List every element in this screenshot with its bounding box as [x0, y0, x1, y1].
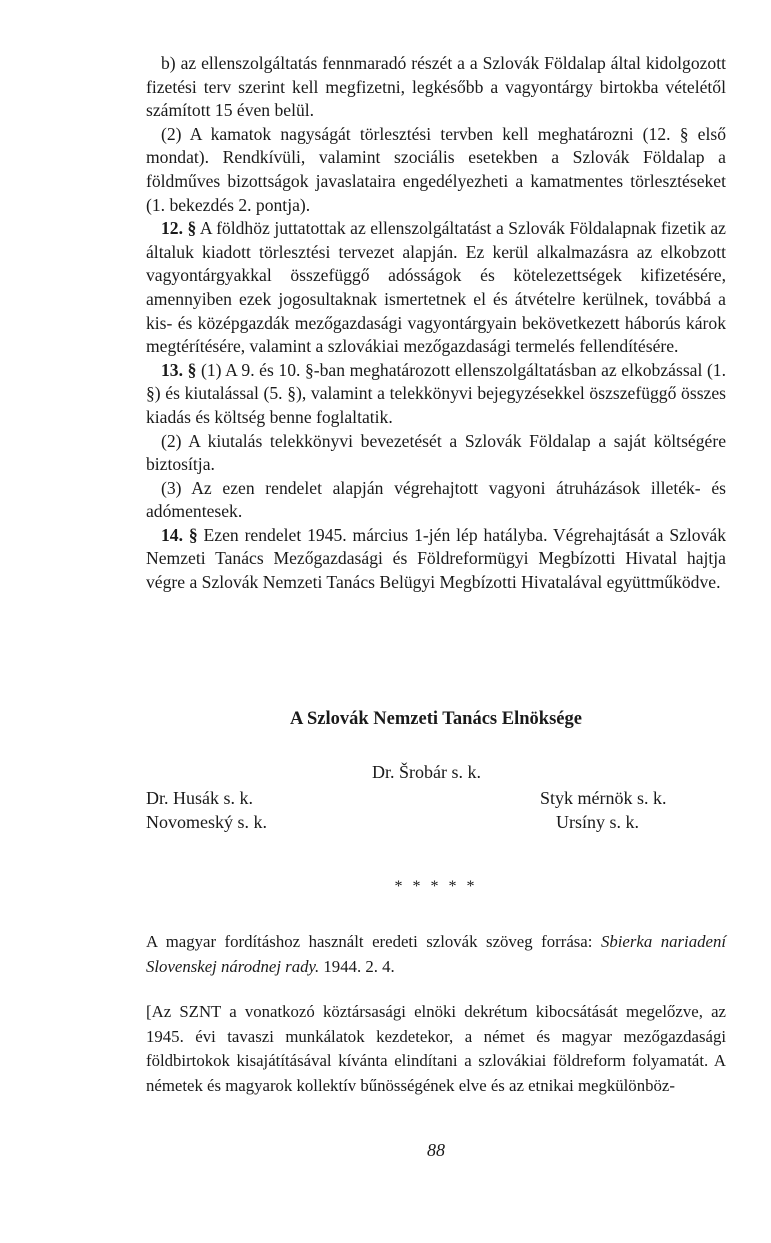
section-14	[146, 524, 726, 595]
signature-center: Dr. Šrobár s. k.	[372, 762, 481, 782]
section-separator: * * * * *	[394, 878, 478, 895]
signature-left-1: Dr. Husák s. k.	[146, 788, 253, 808]
main-text	[146, 52, 726, 595]
section-number: 14. §	[161, 524, 198, 545]
section-text: A földhöz juttatottak az ellenszolgáltatást a Szlovák Földalapnak fizetik az általuk kiadott törlesztési tervezet alapján. Ez kerül alkalmazásra az elkobzott vagyontárgyakkal összefüggő adósságok és kötelezettségek kifizetésére, amennyiben ezek jogosultaknak ismertetnek el és átvételre kerülnek, továbbá a kis- és középgazdák mezőgazdasági vagyontárgyain bekövetkezett háborús károk megtérítésére, valamint a szlovákiai mezőgazdasági termelés fellendítésére.	[146, 218, 726, 357]
section-text: Ezen rendelet 1945. március 1-jén lép hatályba. Végrehajtását a Szlovák Nemzeti Tanács Mezőgazdasági és Földreformügyi Megbízotti Hivatal hajtja végre a Szlovák Nemzeti Tanács Belügyi Megbízotti Hivatalával együttműködve.	[146, 524, 727, 593]
page-number: 88	[427, 1140, 445, 1160]
signature-right-2: Ursíny s. k.	[556, 812, 640, 832]
source-title: Sbierka nariadení Slovenskej národnej rady.	[146, 932, 726, 976]
paragraph-b: b) az ellenszolgáltatás fennmaradó részét a a Szlovák Földalap által kidolgozott fizetési terv szerint kell megfizetni, legkésőbb a vagyontárgy birtokba vételétől számított 15 éven belül.	[146, 53, 726, 121]
section-13	[146, 359, 726, 430]
source-suffix: 1944. 2. 4.	[319, 956, 395, 976]
signature-heading: A Szlovák Nemzeti Tanács Elnöksége	[290, 709, 582, 729]
source-prefix: A magyar fordításhoz használt eredeti szlovák szöveg forrása:	[146, 932, 601, 951]
source-note	[146, 930, 726, 979]
section-number: 12. §	[161, 218, 197, 239]
signature-right-1: Styk mérnök s. k.	[540, 788, 667, 808]
section-13-2: (2) A kiutalás telekkönyvi bevezetését a Szlovák Földalap a saját költségére biztosítja.	[146, 430, 726, 475]
section-text: (1) A 9. és 10. §-ban meghatározott ellenszolgáltatásban az elkobzással (1. §) és kiutalással (5. §), valamint a telekkönyvi bejegyzésekkel öszszefüggő összes kiadás és költség benne foglaltatik.	[146, 359, 726, 427]
paragraph-interest: (2) A kamatok nagyságát törlesztési tervben kell meghatározni (12. § első mondat). Rendkívüli, valamint szociális esetekben a Szlovák Földalap a földműves bizottságok javaslataira engedélyezheti a kamatmentes törlesztéseket (1. bekezdés 2. pontja).	[146, 123, 726, 215]
editorial-note: [Az SZNT a vonatkozó köztársasági elnöki dekrétum kibocsátását megelőzve, az 1945. évi tavaszi munkálatok kezdetekor, a német és magyar mezőgazdasági földbirtokok kisajátításával kívánta elindítani a szlovákiai földreform folyamatát. A németek és magyarok kollektív bűnösségének elve és az etnikai megkülönböz-	[146, 1002, 726, 1095]
signature-left-2: Novomeský s. k.	[146, 812, 267, 832]
section-13-3: (3) Az ezen rendelet alapján végrehajtott vagyoni átruházások illeték- és adómentesek.	[146, 477, 726, 522]
section-12	[146, 217, 726, 359]
section-number: 13. §	[161, 359, 197, 380]
